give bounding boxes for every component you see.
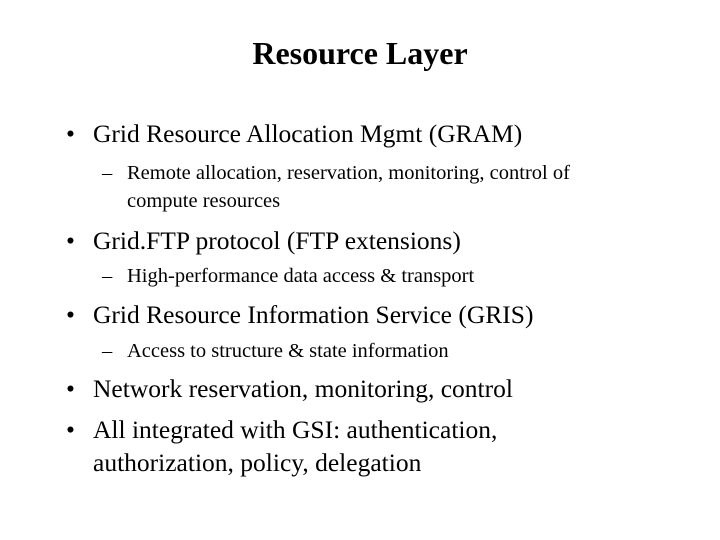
bullet-icon: • [66, 119, 75, 148]
slide-title: Resource Layer [252, 35, 468, 71]
bullet-icon: • [66, 415, 75, 444]
bullet-icon: • [66, 300, 75, 329]
bullet-text: Grid Resource Information Service (GRIS) [93, 300, 534, 329]
sub-item-text [127, 159, 570, 215]
sub-item-line: Remote allocation, reservation, monitoring, control of [127, 162, 570, 184]
sub-item-text: High-performance data access & transport [127, 265, 475, 287]
dash-icon: – [102, 340, 113, 362]
dash-icon: – [102, 162, 113, 184]
bullet-text: Network reservation, monitoring, control [93, 374, 513, 403]
sub-item-line: compute resources [127, 190, 281, 212]
bullet-icon: • [66, 226, 75, 255]
dash-icon: – [102, 265, 113, 287]
sub-item-text: Access to structure & state information [127, 340, 449, 362]
bullet-line: All integrated with GSI: authentication, [93, 415, 498, 444]
bullet-icon: • [66, 374, 75, 403]
bullet-text [93, 413, 497, 479]
bullet-text: Grid Resource Allocation Mgmt (GRAM) [93, 119, 523, 148]
bullet-text: Grid.FTP protocol (FTP extensions) [93, 226, 461, 255]
bullet-line: authorization, policy, delegation [93, 448, 422, 477]
